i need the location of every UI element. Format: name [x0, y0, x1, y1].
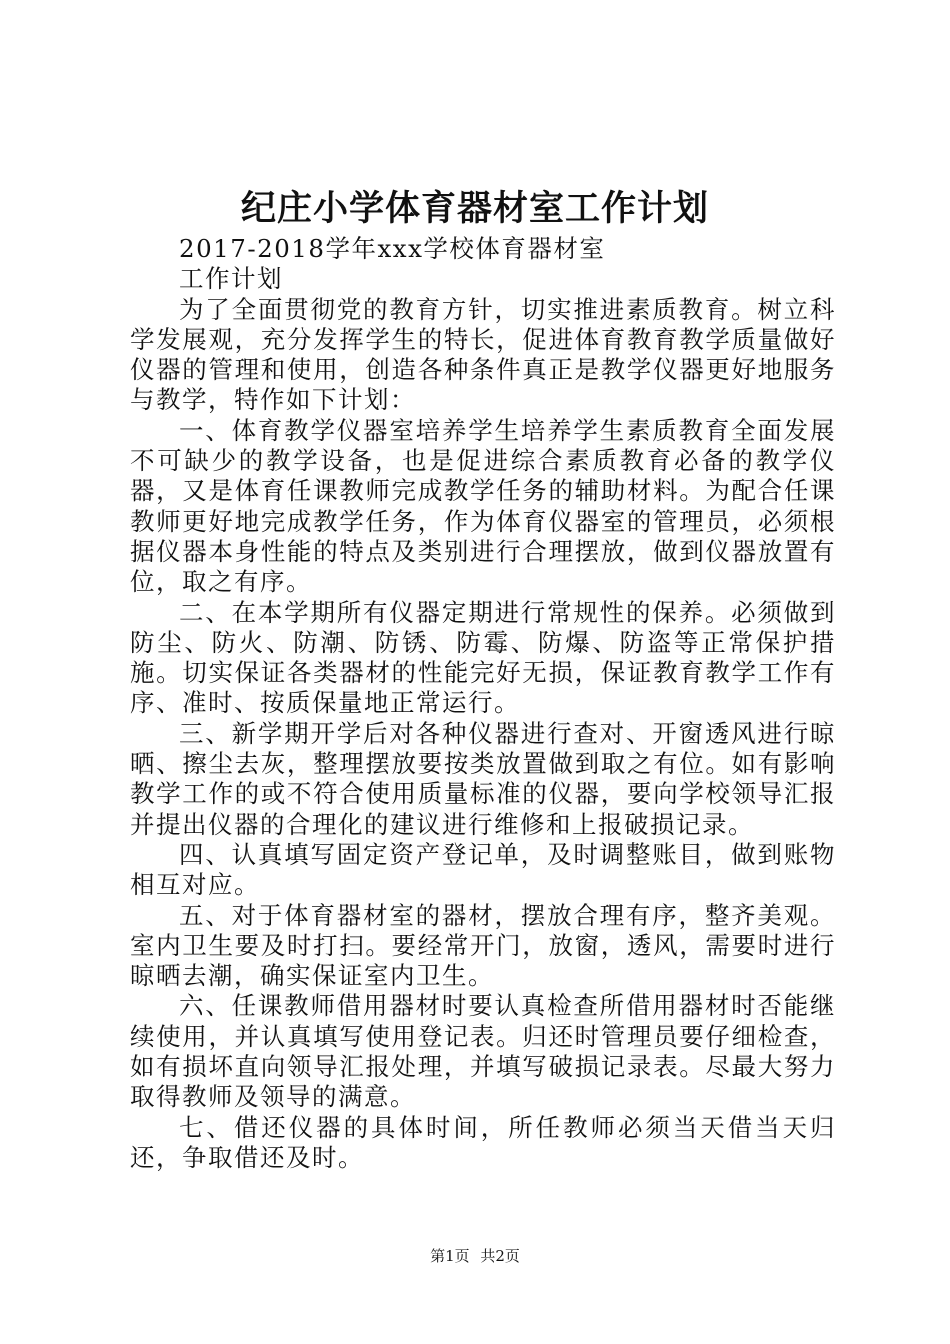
document-body: [130, 234, 836, 1173]
section-paragraph: 三、新学期开学后对各种仪器进行查对、开窗透风进行晾晒、擦尘去灰，整理摆放要按类放置做到取之有位。如有影响教学工作的或不符合使用质量标准的仪器，要向学校领导汇报并提出仪器的合理化的建议进行维修和上报破损记录。: [130, 718, 836, 839]
section-paragraph: 一、体育教学仪器室培养学生培养学生素质教育全面发展不可缺少的教学设备，也是促进综合素质教育必备的教学仪器，又是体育任课教师完成教学任务的辅助材料。为配合任课教师更好地完成教学任务，作为体育仪器室的管理员，必须根据仪器本身性能的特点及类别进行合理摆放，做到仪器放置有位，取之有序。: [130, 415, 836, 597]
section-paragraph: 六、任课教师借用器材时要认真检查所借用器材时否能继续使用，并认真填写使用登记表。归还时管理员要仔细检查，如有损坏直向领导汇报处理，并填写破损记录表。尽最大努力取得教师及领导的满意。: [130, 991, 836, 1112]
page-total: 共2页: [480, 1247, 520, 1265]
section-paragraph: 二、在本学期所有仪器定期进行常规性的保养。必须做到防尘、防火、防潮、防锈、防霉、防爆、防盗等正常保护措施。切实保证各类器材的性能完好无损，保证教育教学工作有序、准时、按质保量地正常运行。: [130, 597, 836, 718]
section-paragraph: 七、借还仪器的具体时间，所任教师必须当天借当天归还，争取借还及时。: [130, 1112, 836, 1172]
intro-paragraph: 为了全面贯彻党的教育方针，切实推进素质教育。树立科学发展观，充分发挥学生的特长，促进体育教育教学质量做好仪器的管理和使用，创造各种条件真正是教学仪器更好地服务与教学，特作如下计划：: [130, 294, 836, 415]
section-paragraph: 四、认真填写固定资产登记单，及时调整账目，做到账物相互对应。: [130, 839, 836, 900]
section-paragraph: 五、对于体育器材室的器材，摆放合理有序，整齐美观。室内卫生要及时打扫。要经常开门，放窗，透风，需要时进行晾晒去潮，确实保证室内卫生。: [130, 900, 836, 991]
subtitle-line: 2017-2018学年xxx学校体育器材室: [179, 234, 606, 263]
page-number: 第1页: [430, 1247, 470, 1265]
page-footer: [0, 1244, 950, 1268]
subtitle-line: 工作计划: [179, 264, 283, 294]
document-title: 纪庄小学体育器材室工作计划: [240, 189, 709, 229]
